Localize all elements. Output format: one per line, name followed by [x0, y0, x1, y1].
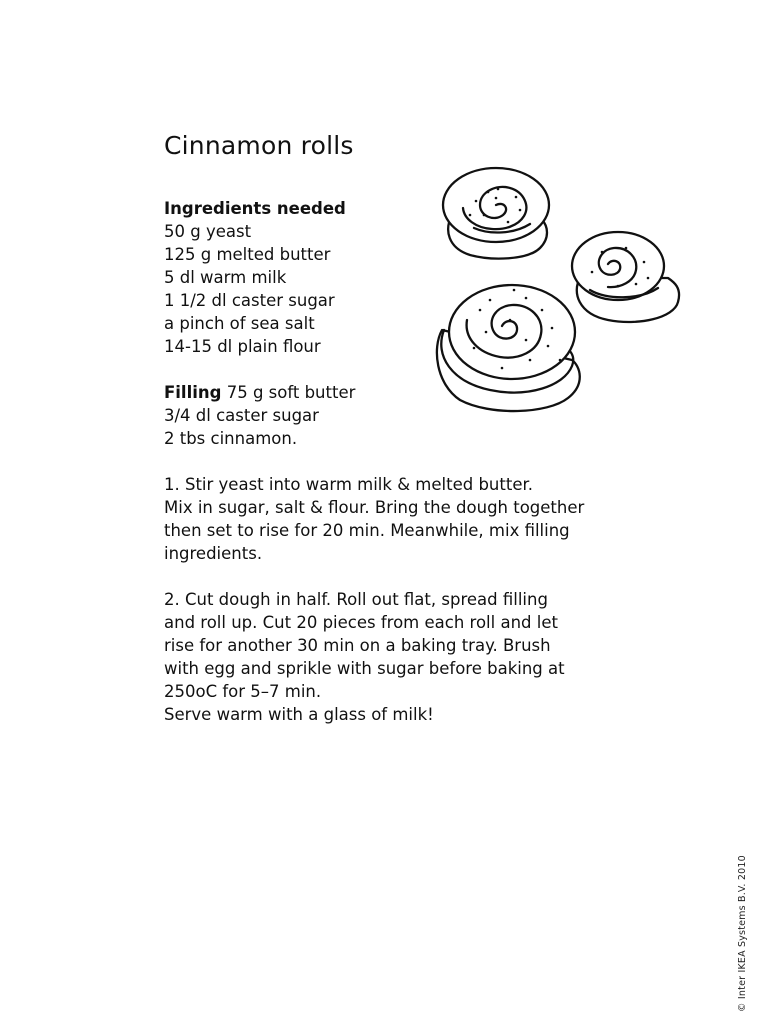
step-2-line: 2. Cut dough in half. Roll out flat, spread filling [164, 590, 548, 609]
step-1-line: Mix in sugar, salt & flour. Bring the dough together [164, 498, 585, 517]
filling-label: Filling [164, 383, 222, 402]
ingredients-heading: Ingredients needed [164, 199, 346, 218]
cinnamon-roll-large-icon [437, 285, 580, 411]
step-2-line: Serve warm with a glass of milk! [164, 705, 434, 724]
ingredient-item: 1 1/2 dl caster sugar [164, 291, 335, 310]
ingredient-item: 5 dl warm milk [164, 268, 287, 287]
ingredient-item: 14-15 dl plain flour [164, 337, 321, 356]
copyright-notice: © Inter IKEA Systems B.V. 2010 [737, 855, 748, 1012]
step-2-line: rise for another 30 min on a baking tray. Brush [164, 636, 551, 655]
step-1-line: 1. Stir yeast into warm milk & melted butter. [164, 475, 533, 494]
step-2-line: and roll up. Cut 20 pieces from each roll and let [164, 613, 558, 632]
step-1-line: ingredients. [164, 544, 263, 563]
spacer [164, 450, 644, 473]
ingredient-item: 125 g melted butter [164, 245, 331, 264]
cinnamon-rolls-illustration [430, 160, 685, 420]
spacer [164, 565, 644, 588]
filling-item: 75 g soft butter [226, 383, 356, 402]
step-2-line: 250oC for 5–7 min. [164, 682, 322, 701]
ingredient-item: 50 g yeast [164, 222, 252, 241]
cinnamon-roll-small-icon [443, 168, 549, 259]
filling-item: 3/4 dl caster sugar [164, 406, 319, 425]
recipe-title: Cinnamon rolls [164, 131, 354, 160]
step-1-line: then set to rise for 20 min. Meanwhile, mix filling [164, 521, 570, 540]
filling-item: 2 tbs cinnamon. [164, 429, 298, 448]
step-2-line: with egg and sprikle with sugar before baking at [164, 659, 565, 678]
ingredient-item: a pinch of sea salt [164, 314, 315, 333]
cinnamon-roll-right-icon [572, 232, 679, 322]
